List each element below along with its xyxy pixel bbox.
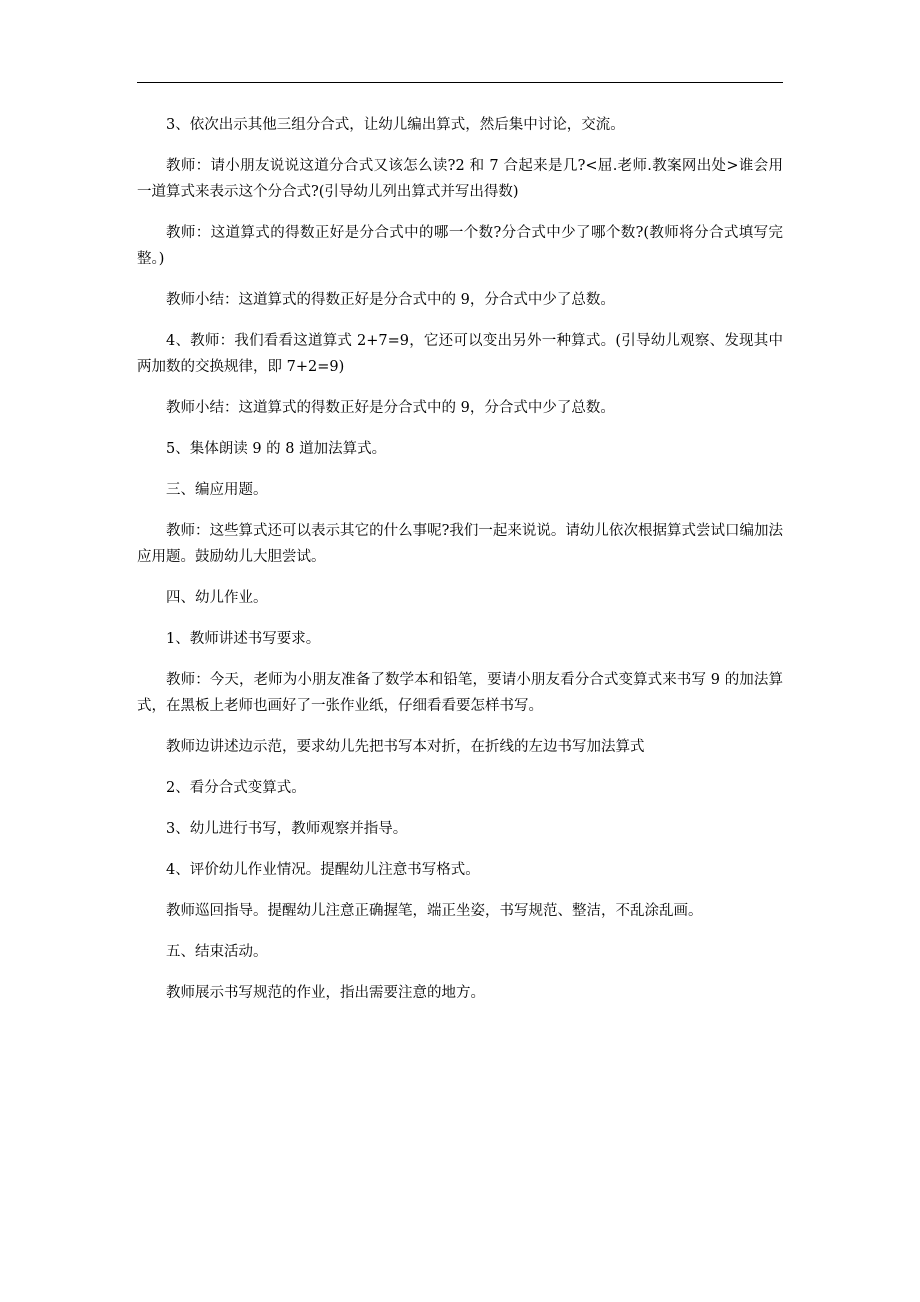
paragraph-teacher-question: 教师：请小朋友说说这道分合式又该怎么读?2 和 7 合起来是几?<屈.老师.教案网出处>谁会用一道算式来表示这个分合式?(引导幼儿列出算式并写出得数): [137, 158, 783, 200]
paragraph-word-problems: 教师：这些算式还可以表示其它的什么事呢?我们一起来说说。请幼儿依次根据算式尝试口编加法应用题。鼓励幼儿大胆尝试。: [137, 523, 783, 565]
paragraph-teacher-guidance: 教师巡回指导。提醒幼儿注意正确握笔，端正坐姿，书写规范、整洁，不乱涂乱画。: [166, 903, 703, 919]
paragraph-step-4: 4、教师：我们看看这道算式 2+7=9，它还可以变出另外一种算式。(引导幼儿观察、发现其中两加数的交换规律，即 7+2=9): [137, 333, 783, 375]
paragraph-step-5: 5、集体朗读 9 的 8 道加法算式。: [166, 441, 387, 457]
paragraph-homework-step-4: 4、评价幼儿作业情况。提醒幼儿注意书写格式。: [166, 862, 480, 878]
document-body: [137, 112, 783, 1006]
paragraph-homework-step-1: 1、教师讲述书写要求。: [166, 631, 321, 647]
section-heading-3: 三、编应用题。: [166, 482, 268, 498]
paragraph-teacher-instructions: 教师：今天，老师为小朋友准备了数学本和铅笔，要请小朋友看分合式变算式来书写 9 的加法算式，在黑板上老师也画好了一张作业纸，仔细看看要怎样书写。: [137, 672, 783, 714]
paragraph-step-3: 3、依次出示其他三组分合式，让幼儿编出算式，然后集中讨论，交流。: [166, 117, 625, 133]
paragraph-teacher-demo: 教师边讲述边示范，要求幼儿先把书写本对折，在折线的左边书写加法算式: [166, 739, 645, 755]
header-rule: [137, 82, 783, 83]
paragraph-homework-step-3: 3、幼儿进行书写，教师观察并指导。: [166, 821, 408, 837]
paragraph-homework-step-2: 2、看分合式变算式。: [166, 780, 306, 796]
section-heading-5: 五、结束活动。: [166, 944, 268, 960]
paragraph-closing: 教师展示书写规范的作业，指出需要注意的地方。: [166, 985, 485, 1001]
section-heading-4: 四、幼儿作业。: [166, 590, 268, 606]
paragraph-teacher-summary: 教师小结：这道算式的得数正好是分合式中的 9，分合式中少了总数。: [166, 292, 615, 308]
paragraph-teacher-summary-2: 教师小结：这道算式的得数正好是分合式中的 9，分合式中少了总数。: [166, 400, 615, 416]
paragraph-teacher-question-2: 教师：这道算式的得数正好是分合式中的哪一个数?分合式中少了哪个数?(教师将分合式填写完整。): [137, 225, 783, 267]
